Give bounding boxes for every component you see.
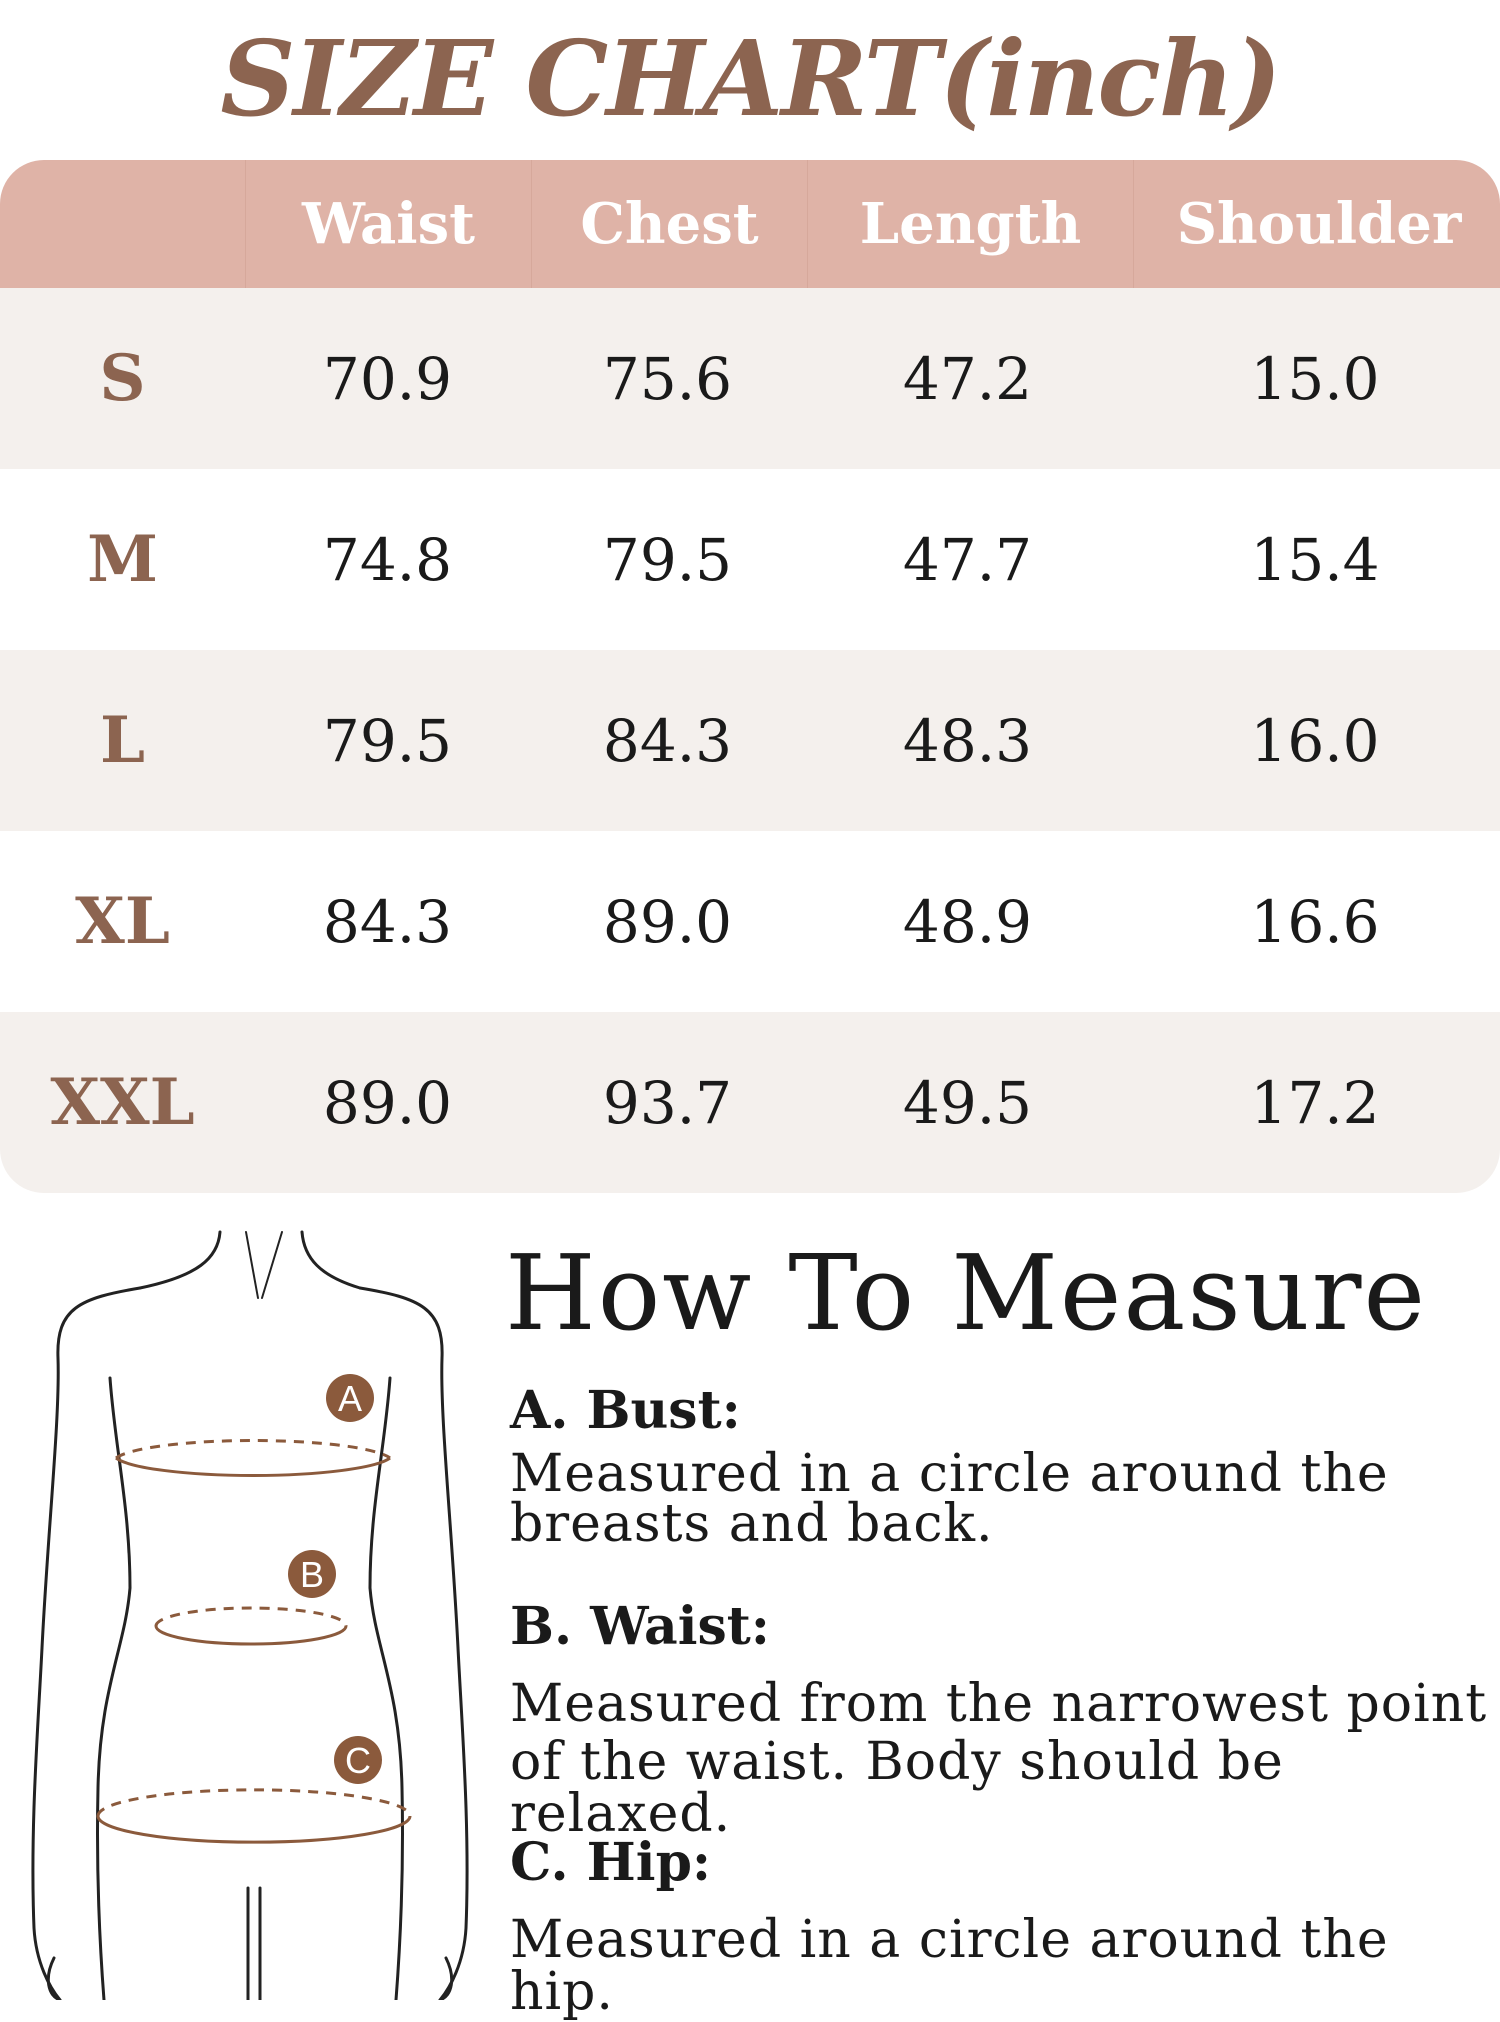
size-label: XXL bbox=[50, 1065, 195, 1140]
hip-heading: C. Hip: bbox=[510, 1832, 712, 1893]
table-row bbox=[0, 469, 1500, 650]
header-empty-cell bbox=[0, 160, 246, 288]
table-row bbox=[0, 1012, 1500, 1193]
length-value: 48.9 bbox=[902, 887, 1033, 956]
bust-description-line: breasts and back. bbox=[510, 1494, 994, 1554]
body-outline-figure bbox=[20, 1228, 500, 2000]
torso-right-outline bbox=[370, 1378, 403, 2000]
waist-value: 70.9 bbox=[322, 344, 453, 413]
how-to-measure-heading: How To Measure bbox=[505, 1232, 1428, 1354]
chest-value: 75.6 bbox=[602, 344, 733, 413]
length-value: 49.5 bbox=[902, 1068, 1033, 1137]
bust-description-line: Measured in a circle around the bbox=[510, 1444, 1389, 1504]
chest-value: 79.5 bbox=[602, 525, 733, 594]
marker-b-label: B bbox=[299, 1554, 325, 1595]
shoulder-value: 17.2 bbox=[1250, 1068, 1380, 1137]
chest-value: 89.0 bbox=[602, 887, 733, 956]
length-value: 47.7 bbox=[902, 525, 1033, 594]
waist-description-line: Measured from the narrowest point bbox=[510, 1674, 1488, 1734]
waist-value: 74.8 bbox=[322, 525, 453, 594]
table-header-row bbox=[0, 160, 1500, 288]
collar-line-left bbox=[246, 1232, 258, 1298]
shoulder-value: 15.0 bbox=[1250, 344, 1380, 413]
hip-ellipse-back bbox=[98, 1790, 410, 1816]
shoulder-value: 15.4 bbox=[1250, 525, 1380, 594]
hip-ellipse-front bbox=[98, 1816, 410, 1842]
marker-c-label: C bbox=[345, 1740, 371, 1781]
waist-description-line: of the waist. Body should be relaxed. bbox=[510, 1732, 1284, 1844]
collar-line-right bbox=[262, 1232, 282, 1298]
chest-value: 84.3 bbox=[602, 706, 733, 775]
torso-left-outline bbox=[97, 1378, 130, 2000]
waist-ellipse-back bbox=[156, 1608, 346, 1626]
right-arm-outline bbox=[360, 1288, 467, 2000]
length-value: 48.3 bbox=[902, 706, 1033, 775]
page-title: SIZE CHART(inch) bbox=[220, 17, 1280, 140]
header-chest: Chest bbox=[532, 160, 808, 288]
chest-value: 93.7 bbox=[602, 1068, 733, 1137]
waist-value: 84.3 bbox=[322, 887, 453, 956]
waist-value: 89.0 bbox=[322, 1068, 453, 1137]
left-arm-outline bbox=[33, 1288, 140, 2000]
size-label: XL bbox=[75, 884, 170, 959]
size-label: S bbox=[99, 341, 146, 416]
size-label: M bbox=[87, 522, 158, 597]
bust-ellipse-back bbox=[116, 1441, 390, 1458]
table-row bbox=[0, 288, 1500, 469]
shoulder-value: 16.0 bbox=[1250, 706, 1380, 775]
waist-ellipse-front bbox=[156, 1626, 346, 1644]
table-row bbox=[0, 650, 1500, 831]
size-table bbox=[0, 160, 1500, 1193]
neck-line-left bbox=[140, 1232, 220, 1288]
bust-heading: A. Bust: bbox=[510, 1380, 741, 1441]
length-value: 47.2 bbox=[902, 344, 1033, 413]
hip-description-line: Measured in a circle around the hip. bbox=[510, 1910, 1389, 2022]
size-label: L bbox=[100, 703, 145, 778]
neck-line-right bbox=[302, 1232, 360, 1288]
marker-a-label: A bbox=[337, 1378, 363, 1419]
waist-value: 79.5 bbox=[322, 706, 453, 775]
waist-heading: B. Waist: bbox=[510, 1596, 770, 1657]
header-waist: Waist bbox=[246, 160, 532, 288]
table-row bbox=[0, 831, 1500, 1012]
header-shoulder: Shoulder bbox=[1176, 191, 1462, 257]
bust-ellipse-front bbox=[116, 1458, 390, 1475]
shoulder-value: 16.6 bbox=[1250, 887, 1380, 956]
header-length: Length bbox=[808, 160, 1134, 288]
